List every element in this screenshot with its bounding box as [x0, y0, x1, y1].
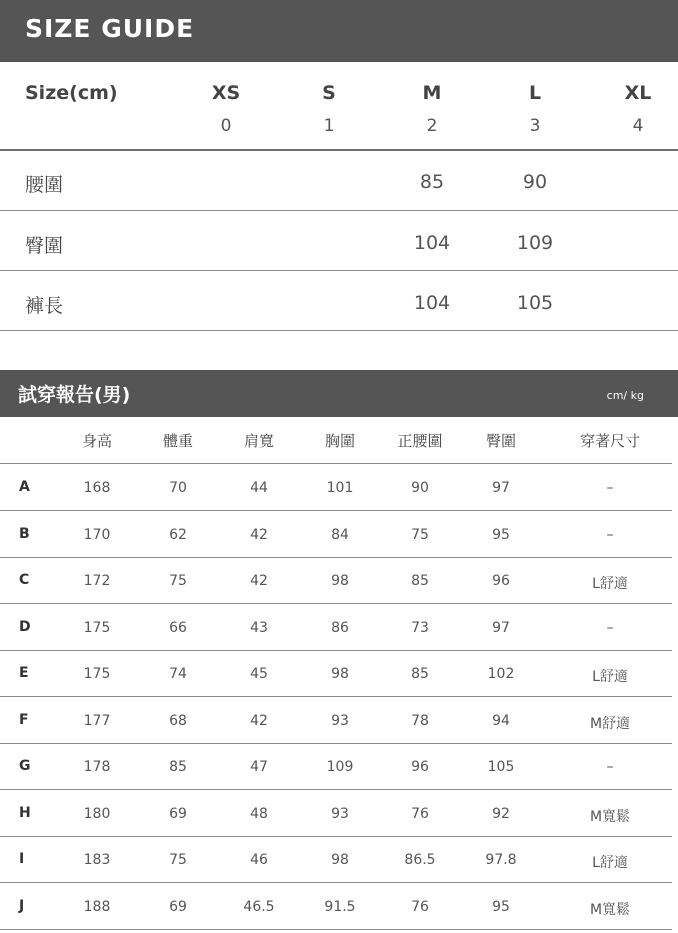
table-cell: 97.8 [485, 852, 517, 868]
row-id: I [19, 851, 25, 867]
size-guide-title: SIZE GUIDE [25, 14, 195, 43]
size-number-0: 0 [220, 116, 232, 136]
table-cell: 85 [411, 666, 429, 682]
row-divider [0, 789, 672, 790]
fit-header-divider [0, 463, 672, 464]
table-cell: 42 [250, 527, 268, 543]
col-header-shoulder: 肩寬 [243, 432, 275, 450]
size-header-xs: XS [211, 82, 241, 104]
row-id: J [19, 898, 25, 914]
table-cell: 86.5 [404, 852, 436, 868]
fit-report-title: 試穿報告(男) [18, 384, 131, 406]
row-divider [0, 836, 672, 837]
row-id: H [19, 805, 31, 821]
table-cell: – [606, 480, 614, 496]
table-cell: 45 [250, 666, 268, 682]
row-id: B [19, 526, 30, 542]
size-header-xl: XL [624, 82, 652, 104]
table-cell: 98 [331, 852, 349, 868]
table-cell: 180 [83, 806, 111, 822]
table-cell: 96 [411, 759, 429, 775]
row-divider [0, 929, 672, 930]
table-cell: 84 [331, 527, 349, 543]
row-divider [0, 270, 678, 271]
fit-report-header [0, 370, 678, 417]
col-header-hip: 臀圍 [485, 432, 517, 450]
table-cell: 96 [492, 573, 510, 589]
size-number-1: 1 [323, 116, 335, 136]
row-divider [0, 882, 672, 883]
table-cell: 95 [492, 527, 510, 543]
table-cell: 42 [250, 573, 268, 589]
table-cell: 78 [411, 713, 429, 729]
size-header-l: L [528, 82, 542, 104]
row-divider [0, 557, 672, 558]
table-cell: 93 [331, 713, 349, 729]
row-id: A [19, 479, 30, 495]
col-header-waist: 正腰圍 [397, 432, 443, 450]
unit-label: cm/ kg [606, 389, 644, 402]
table-cell: 75 [411, 527, 429, 543]
table-cell: 48 [250, 806, 268, 822]
size-row-value: 90 [522, 171, 548, 193]
table-cell: 92 [492, 806, 510, 822]
table-cell: 98 [331, 573, 349, 589]
table-cell: 97 [492, 620, 510, 636]
table-cell: 105 [487, 759, 515, 775]
table-cell: 94 [492, 713, 510, 729]
table-cell: – [606, 527, 614, 543]
table-cell: 168 [83, 480, 111, 496]
col-header-fit-size: 穿著尺寸 [579, 432, 641, 450]
size-row-label-length: 褲長 [25, 295, 64, 317]
row-divider [0, 603, 672, 604]
table-cell: 98 [331, 666, 349, 682]
table-cell: 85 [411, 573, 429, 589]
size-number-2: 2 [426, 116, 438, 136]
table-cell: 62 [169, 527, 187, 543]
table-cell: L舒適 [592, 855, 628, 871]
table-cell: 86 [331, 620, 349, 636]
table-cell: 43 [250, 620, 268, 636]
size-header-divider [0, 149, 678, 151]
table-cell: M寬鬆 [589, 902, 631, 918]
size-number-4: 4 [632, 116, 644, 136]
table-cell: M舒適 [589, 716, 631, 732]
size-guide-header [0, 0, 678, 62]
table-cell: 91.5 [324, 899, 356, 915]
row-divider [0, 510, 672, 511]
table-cell: 175 [83, 620, 111, 636]
table-cell: 175 [83, 666, 111, 682]
table-cell: 101 [326, 480, 354, 496]
table-cell: 90 [411, 480, 429, 496]
table-cell: L舒適 [592, 576, 628, 592]
table-cell: 46.5 [243, 899, 275, 915]
size-row-label-waist: 腰圍 [25, 174, 64, 196]
col-header-height: 身高 [81, 432, 113, 450]
table-cell: M寬鬆 [589, 809, 631, 825]
table-cell: 44 [250, 480, 268, 496]
table-cell: 76 [411, 899, 429, 915]
table-cell: 42 [250, 713, 268, 729]
table-cell: 47 [250, 759, 268, 775]
table-cell: L舒適 [592, 669, 628, 685]
size-row-label-hip: 臀圍 [25, 235, 64, 257]
table-cell: 46 [250, 852, 268, 868]
row-id: E [19, 665, 29, 681]
table-cell: 85 [169, 759, 187, 775]
table-cell: 177 [83, 713, 111, 729]
row-divider [0, 650, 672, 651]
size-header-m: M [422, 82, 442, 104]
row-id: G [19, 758, 31, 774]
table-cell: 75 [169, 573, 187, 589]
size-row-value: 105 [516, 292, 554, 314]
row-divider [0, 743, 672, 744]
row-divider [0, 210, 678, 211]
size-row-value: 104 [413, 232, 451, 254]
table-cell: – [606, 759, 614, 775]
table-cell: 70 [169, 480, 187, 496]
size-label: Size(cm) [25, 82, 118, 104]
row-id: D [19, 619, 31, 635]
table-cell: 66 [169, 620, 187, 636]
table-cell: 93 [331, 806, 349, 822]
table-cell: 76 [411, 806, 429, 822]
table-cell: 102 [487, 666, 515, 682]
size-row-value: 85 [419, 171, 445, 193]
table-cell: 74 [169, 666, 187, 682]
table-cell: 178 [83, 759, 111, 775]
table-cell: 68 [169, 713, 187, 729]
table-cell: 172 [83, 573, 111, 589]
table-cell: 75 [169, 852, 187, 868]
size-row-value: 109 [516, 232, 554, 254]
table-cell: 73 [411, 620, 429, 636]
table-cell: 183 [83, 852, 111, 868]
table-cell: 188 [83, 899, 111, 915]
size-header-s: S [322, 82, 336, 104]
table-cell: – [606, 620, 614, 636]
size-row-value: 104 [413, 292, 451, 314]
row-divider [0, 330, 678, 331]
row-id: F [19, 712, 29, 728]
size-number-3: 3 [529, 116, 541, 136]
table-cell: 69 [169, 899, 187, 915]
col-header-weight: 體重 [162, 432, 194, 450]
table-cell: 170 [83, 527, 111, 543]
col-header-chest: 胸圍 [324, 432, 356, 450]
table-cell: 97 [492, 480, 510, 496]
table-cell: 109 [326, 759, 354, 775]
row-divider [0, 696, 672, 697]
row-id: C [19, 572, 30, 588]
table-cell: 69 [169, 806, 187, 822]
table-cell: 95 [492, 899, 510, 915]
